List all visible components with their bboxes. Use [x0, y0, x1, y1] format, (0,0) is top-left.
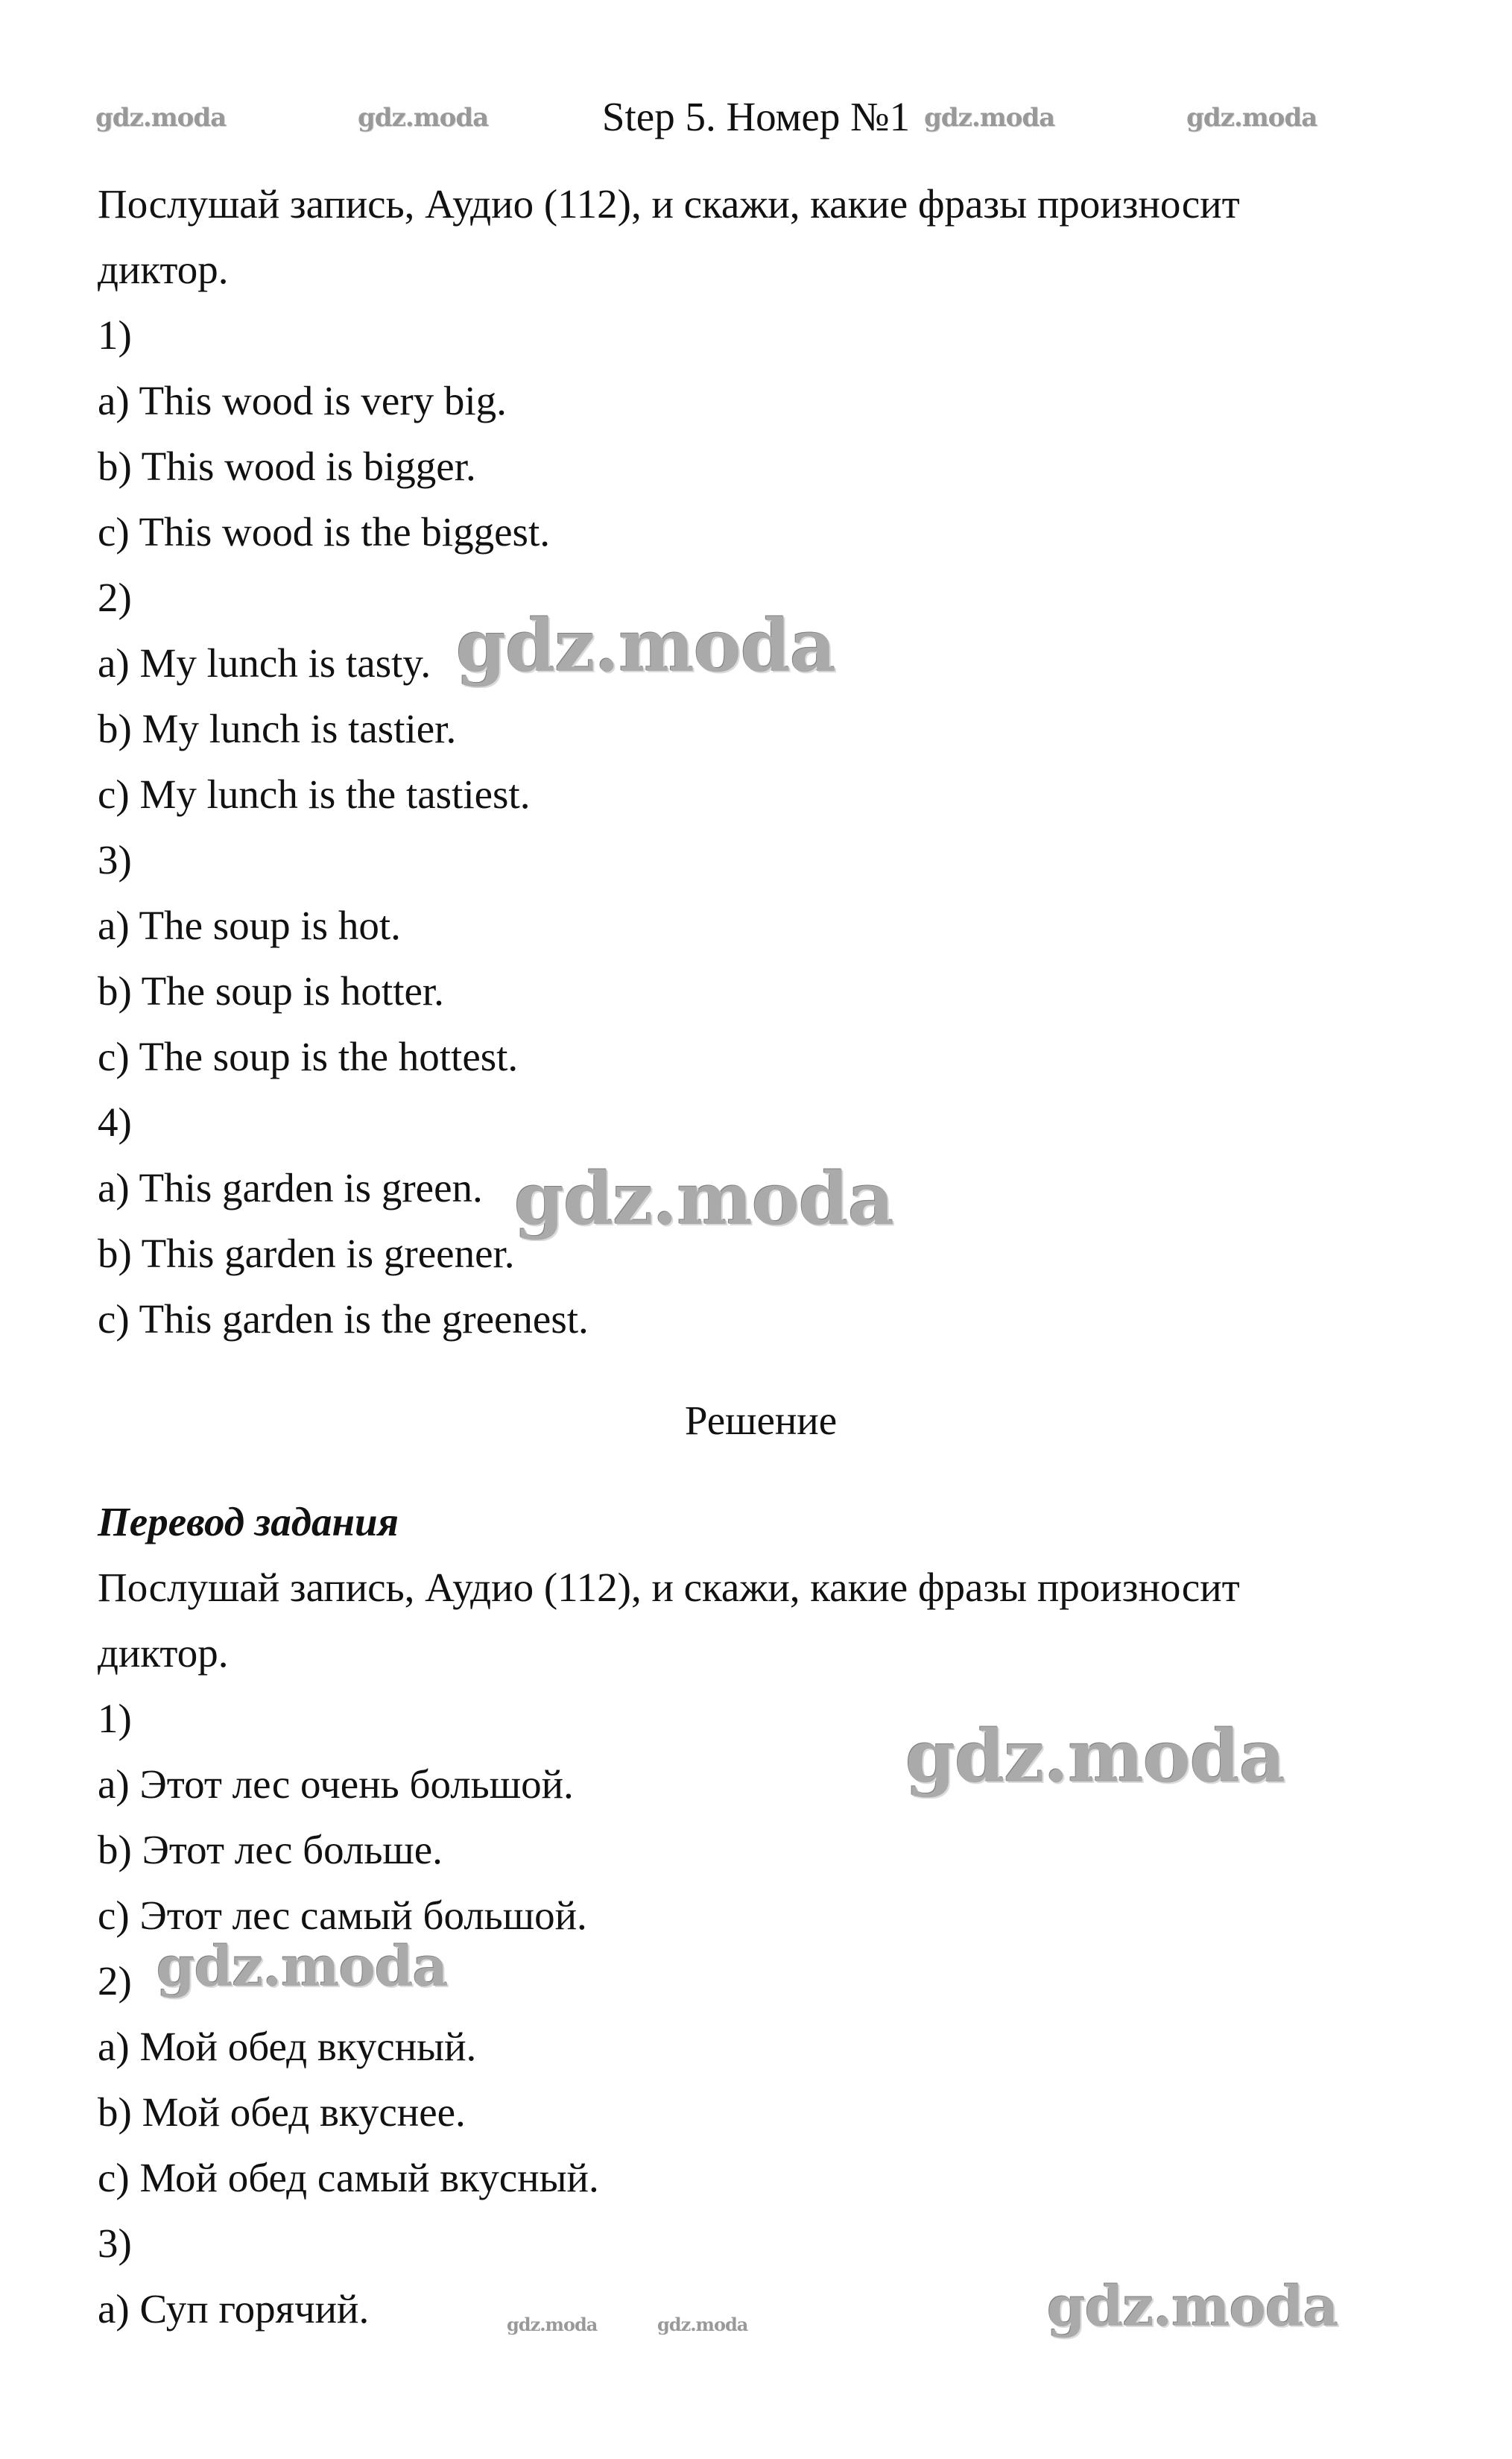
solution-line: a) Суп горячий.	[98, 2286, 370, 2332]
task-line: c) This wood is the biggest.	[98, 509, 550, 555]
solution-line: a) Этот лес очень большой.	[98, 1761, 574, 1807]
solution-line: b) Мой обед вкуснее.	[98, 2089, 466, 2135]
task-line: 4)	[98, 1099, 132, 1145]
task-line: c) My lunch is the tastiest.	[98, 771, 531, 817]
solution-line: 1)	[98, 1696, 132, 1741]
page-title: Step 5. Номер №1	[601, 94, 911, 139]
solution-line: b) Этот лес больше.	[98, 1827, 443, 1872]
task-line: c) This garden is the greenest.	[98, 1296, 589, 1342]
document-body	[98, 171, 1424, 2342]
watermark: gdz.moda	[507, 2314, 598, 2335]
watermark: gdz.moda	[924, 103, 1055, 133]
task-line: a) My lunch is tasty.	[98, 640, 431, 686]
solution-line: Послушай запись, Аудио (112), и скажи, какие фразы произносит	[98, 1565, 1240, 1610]
watermark: gdz.moda	[905, 1714, 1285, 1799]
solution-line: 3)	[98, 2220, 132, 2266]
task-line: b) This garden is greener.	[98, 1231, 515, 1276]
watermark: gdz.moda	[156, 1935, 448, 1999]
solution-heading: Решение	[684, 1398, 838, 1443]
task-line: Послушай запись, Аудио (112), и скажи, какие фразы произносит	[98, 181, 1240, 227]
task-line: b) This wood is bigger.	[98, 443, 476, 489]
task-line: a) This wood is very big.	[98, 378, 507, 423]
solution-line: 2)	[98, 1958, 132, 2004]
task-line: c) The soup is the hottest.	[98, 1034, 519, 1079]
task-line: a) This garden is green.	[98, 1165, 483, 1210]
task-line: диктор.	[98, 247, 229, 292]
task-line: b) My lunch is tastier.	[98, 706, 457, 751]
task-line: b) The soup is hotter.	[98, 968, 444, 1014]
section-title: Перевод задания	[98, 1499, 399, 1544]
task-line: 2)	[98, 575, 132, 620]
solution-line: c) Этот лес самый большой.	[98, 1893, 587, 1938]
watermark: gdz.moda	[1047, 2275, 1338, 2339]
solution-line: a) Мой обед вкусный.	[98, 2024, 477, 2069]
watermark: gdz.moda	[514, 1157, 894, 1241]
task-line: a) The soup is hot.	[98, 903, 401, 948]
task-line: 1)	[98, 312, 132, 358]
watermark: gdz.moda	[358, 103, 489, 133]
watermark: gdz.moda	[95, 103, 227, 133]
solution-line: c) Мой обед самый вкусный.	[98, 2155, 599, 2200]
solution-line: диктор.	[98, 1630, 229, 1676]
watermark: gdz.moda	[1186, 103, 1318, 133]
watermark: gdz.moda	[456, 604, 836, 688]
solution-text	[98, 1489, 1424, 2342]
task-line: 3)	[98, 837, 132, 883]
watermark: gdz.moda	[657, 2314, 748, 2335]
